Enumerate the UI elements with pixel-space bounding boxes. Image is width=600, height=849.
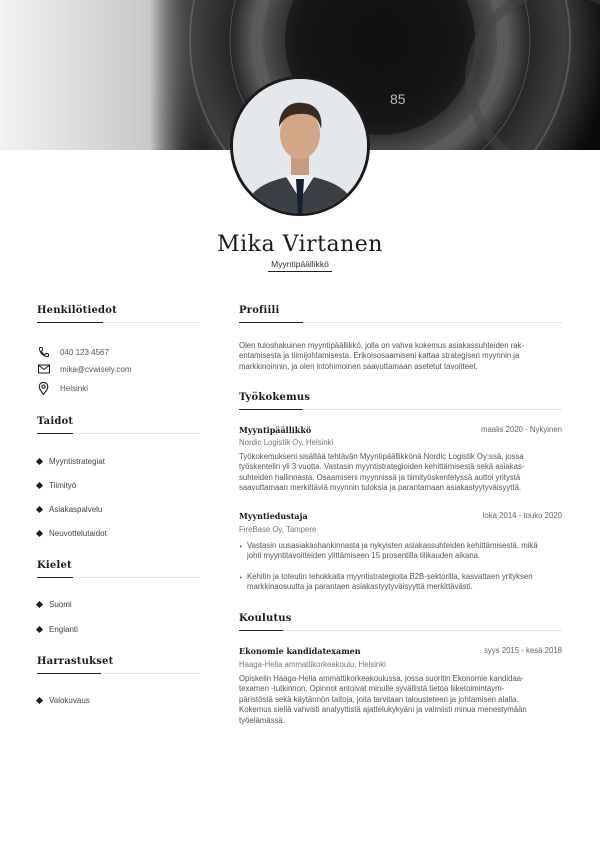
diamond-bullet-icon — [36, 458, 43, 465]
section-heading-profile: Profiili — [239, 305, 280, 316]
hobby-item: Valokuvaus — [37, 696, 90, 705]
profile-text: Olen tuloshakuinen myyntipäällikkö, jolla on vahva kokemus asiakassuhteiden rak- entamisesta ja tiimijohtamisesta. Erikoisosaamiseni kattaa strategisen myynnin ja markkinoinnin, ja olen intohimoinen saavuttamaan asetetut tavoitteet. — [239, 341, 525, 371]
section-heading-skills: Taidot — [37, 416, 74, 427]
section-underline — [37, 577, 73, 578]
section-divider — [303, 322, 562, 323]
bullet-marker: • — [239, 544, 243, 551]
section-heading-hobbies: Harrastukset — [37, 656, 114, 667]
job-description: Työkokemukseni sisältää tehtävän Myyntipäällikkönä Nordic Logistik Oy:ssä, jossa työskentelin yli 3 vuotta. Vastasin myyntistrategioiden kehittämisestä sekä asiakas- suhteiden hallinnasta. Osaamiseni myynnissä ja tiimityöskentelyssä auttoi yritystä saavuttamaan merkittäviä myynnin tuloksia ja parantamaan asiakastyytyväisyyttä. — [239, 452, 525, 493]
job-company: Nordic Logistik Oy, Helsinki — [239, 438, 334, 447]
diamond-bullet-icon — [36, 530, 43, 537]
diamond-bullet-icon — [36, 506, 43, 513]
diamond-bullet-icon — [36, 482, 43, 489]
education-dates: syys 2015 - kesä 2018 — [483, 646, 562, 655]
section-divider — [101, 673, 200, 674]
job-title: Myyntiedustaja — [239, 511, 308, 521]
diamond-bullet-icon — [36, 626, 43, 633]
portrait-image — [233, 79, 367, 213]
degree-title: Ekonomie kandidatexamen — [239, 646, 361, 656]
job-title: Myyntipäällikkö — [239, 425, 312, 435]
section-divider — [73, 577, 200, 578]
section-heading-personal: Henkilötiedot — [37, 305, 117, 316]
contact-email — [38, 364, 132, 374]
title-underline — [268, 271, 332, 272]
skill-item: Tiimityö — [37, 481, 76, 490]
contact-phone — [38, 346, 109, 358]
section-underline — [37, 673, 101, 674]
section-underline — [239, 322, 303, 323]
profile-photo — [230, 76, 370, 216]
diamond-bullet-icon — [36, 601, 43, 608]
section-divider — [73, 433, 200, 434]
section-heading-experience: Työkokemus — [239, 392, 311, 403]
skill-item: Myyntistrategiat — [37, 457, 105, 466]
section-divider — [103, 322, 200, 323]
section-divider — [283, 630, 562, 631]
education-description: Opiskelin Haaga-Helia ammattikorkeakoulussa, jossa suoritin Ekonomie kandidaa- texamen -tutkinnon. Opinnot antoivat minulle syvällistä tietoa liiketoimintaym- päristöstä sekä käytännön taitoja, joita tarvitaan talousteteen ja johtamisen alalla. Kokemus siellä vahvisti analyyttistä ajattelukykyäni ja valmiisti minua menestymään työelämässä. — [239, 674, 527, 725]
job-bullet: Vastasin uusasiakashankinnasta ja nykyisten asiakassuhteiden kehittämisestä, mikä johti myyntitavoitteiden ylittämiseen 15 prosentilla tilikauden aikana. — [247, 541, 538, 561]
city: Helsinki — [60, 384, 89, 393]
lens-marking: 85 — [390, 91, 406, 107]
diamond-bullet-icon — [36, 697, 43, 704]
section-underline — [37, 433, 73, 434]
section-underline — [239, 630, 283, 631]
section-heading-languages: Kielet — [37, 560, 72, 571]
skill-item: Neuvottelutaidot — [37, 529, 107, 538]
section-underline — [37, 322, 103, 323]
section-heading-education: Koulutus — [239, 613, 292, 624]
section-underline — [239, 409, 303, 410]
job-company: FireBase Oy, Tampere — [239, 525, 317, 534]
candidate-job-title: Myyntipäällikkö — [271, 259, 329, 269]
language-item: Suomi — [37, 600, 72, 609]
section-divider — [303, 409, 562, 410]
bullet-marker: • — [239, 575, 243, 582]
job-bullet: Kehitin ja toteutin tehokkaita myyntistrategioita B2B-sektorilla, kasvattaen yrityksen markkinaosuutta ja parantaen asiakastyytyväisyyttä merkittävästi. — [247, 572, 533, 592]
language-item: Englanti — [37, 625, 78, 634]
contact-city — [38, 382, 88, 395]
skill-item: Asiakaspalvelu — [37, 505, 102, 514]
job-dates: maalis 2020 - Nykyinen — [480, 425, 562, 434]
phone-icon — [38, 346, 50, 358]
location-pin-icon — [38, 382, 49, 395]
mail-icon — [38, 364, 50, 374]
phone-number: 040 123 4567 — [60, 347, 109, 357]
candidate-name: Mika Virtanen — [217, 232, 383, 257]
school-name: Haaga-Helia ammattikorkeakoulu, Helsinki — [239, 660, 386, 669]
email-address[interactable]: mika@cvwisely.com — [60, 364, 132, 374]
job-dates: loka 2014 - touko 2020 — [482, 511, 562, 520]
